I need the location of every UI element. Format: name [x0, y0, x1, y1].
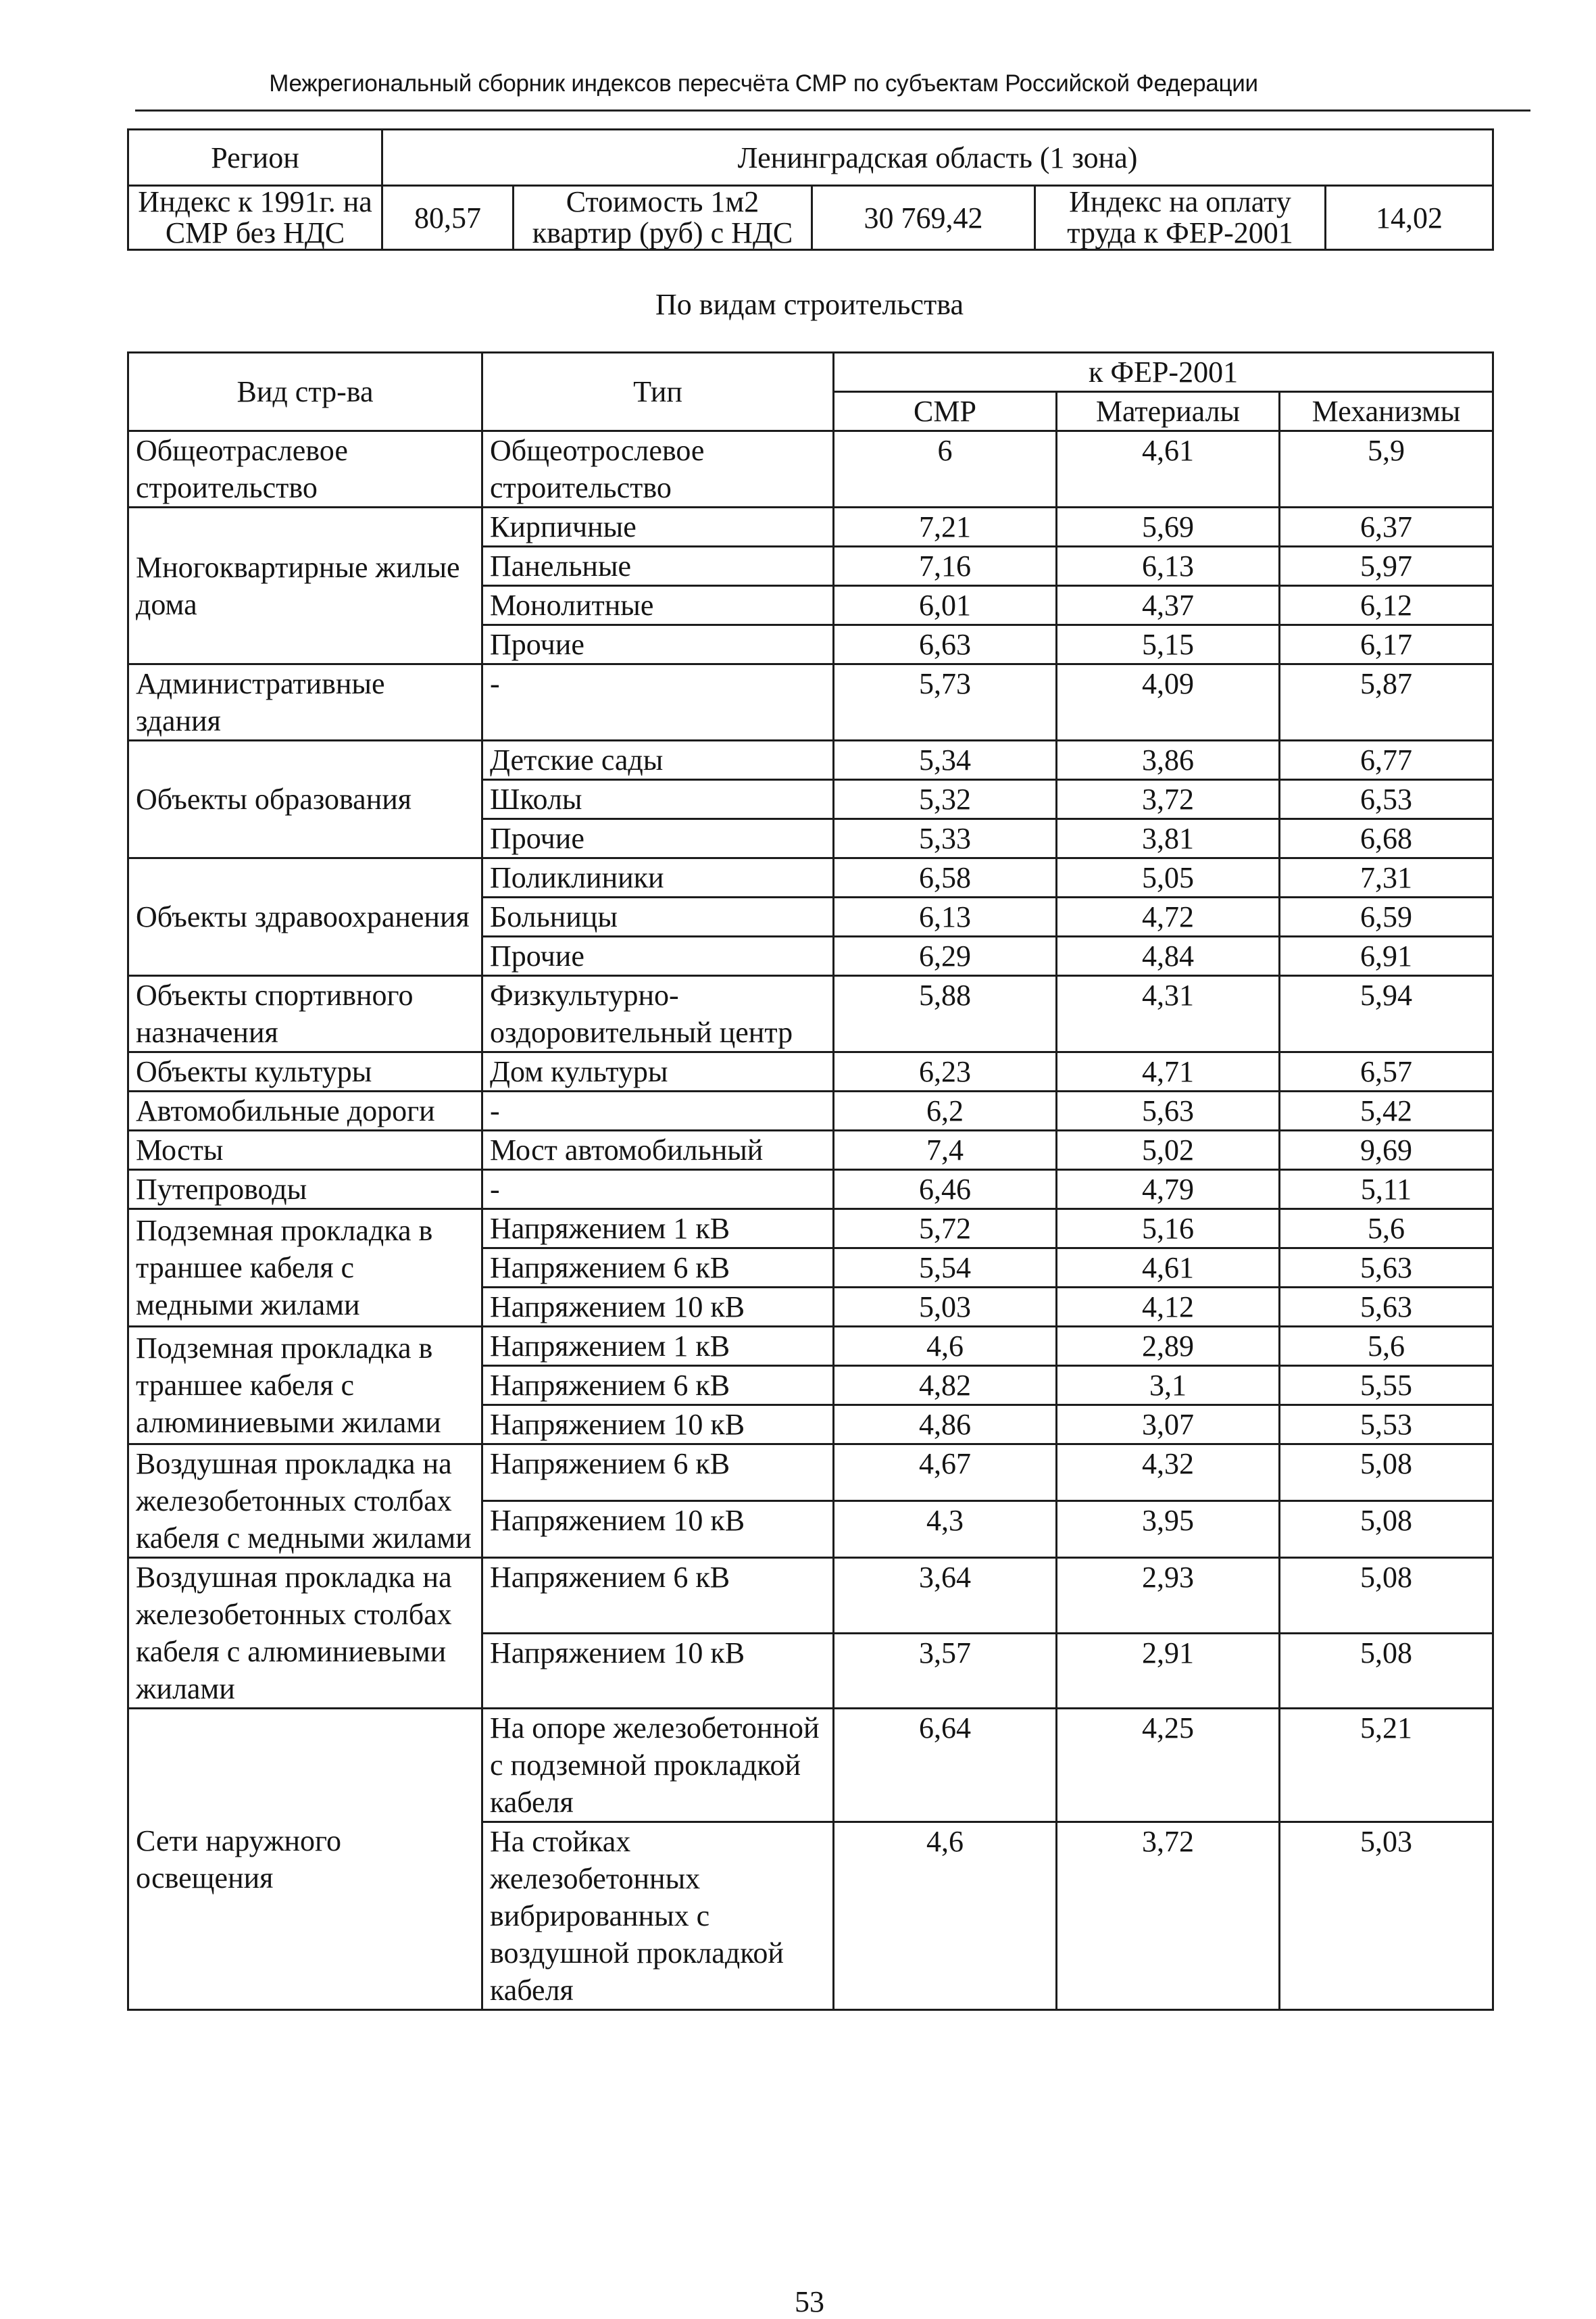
type-cell: Прочие: [482, 819, 834, 858]
materials-cell: 3,72: [1057, 1822, 1280, 2010]
materials-cell: 5,05: [1057, 858, 1280, 898]
materials-cell: 4,32: [1057, 1444, 1280, 1501]
materials-cell: 2,89: [1057, 1327, 1280, 1366]
materials-cell: 4,79: [1057, 1170, 1280, 1209]
mechanisms-cell: 5,53: [1280, 1405, 1493, 1444]
region-table: [127, 128, 1494, 251]
type-cell: Кирпичные: [482, 508, 834, 547]
mechanisms-cell: 5,03: [1280, 1822, 1493, 2010]
type-cell: Напряжением 1 кВ: [482, 1209, 834, 1248]
header-mechanisms: Механизмы: [1280, 392, 1493, 431]
type-cell: Монолитные: [482, 586, 834, 625]
type-cell: Мост автомобильный: [482, 1131, 834, 1170]
materials-cell: 4,12: [1057, 1288, 1280, 1327]
table-row: [128, 1709, 1493, 1822]
mechanisms-cell: 5,63: [1280, 1248, 1493, 1288]
type-cell: На стойках железобетонных вибрированных с воздушной прокладкой кабеля: [482, 1822, 834, 2010]
smr-cell: 5,03: [834, 1288, 1057, 1327]
type-cell: Напряжением 6 кВ: [482, 1558, 834, 1634]
smr-cell: 5,73: [834, 664, 1057, 741]
type-cell: Напряжением 10 кВ: [482, 1405, 834, 1444]
index-label: Индекс к 1991г. на СМР без НДС: [128, 186, 382, 250]
type-cell: Дом культуры: [482, 1052, 834, 1092]
mechanisms-cell: 5,97: [1280, 547, 1493, 586]
cost-label: Стоимость 1м2 квартир (руб) с НДС: [514, 186, 812, 250]
type-cell: Больницы: [482, 898, 834, 937]
materials-cell: 5,02: [1057, 1131, 1280, 1170]
smr-cell: 5,33: [834, 819, 1057, 858]
type-cell: Поликлиники: [482, 858, 834, 898]
table-row: [128, 1209, 1493, 1248]
running-header: Межрегиональный сборник индексов пересчёта СМР по субъектам Российской Федерации: [269, 70, 1258, 97]
header-kind: Вид стр-ва: [128, 353, 482, 431]
smr-cell: 5,34: [834, 741, 1057, 780]
materials-cell: 4,61: [1057, 1248, 1280, 1288]
smr-cell: 6,01: [834, 586, 1057, 625]
smr-cell: 4,6: [834, 1822, 1057, 2010]
mechanisms-cell: 5,08: [1280, 1633, 1493, 1709]
kind-cell: Административные здания: [128, 664, 482, 741]
materials-cell: 4,84: [1057, 937, 1280, 976]
table-row: [128, 741, 1493, 780]
materials-cell: 4,72: [1057, 898, 1280, 937]
kind-cell: Автомобильные дороги: [128, 1092, 482, 1131]
materials-cell: 2,91: [1057, 1633, 1280, 1709]
table-row: [128, 1092, 1493, 1131]
type-cell: Напряжением 10 кВ: [482, 1633, 834, 1709]
region-row: [128, 130, 1493, 186]
materials-cell: 5,69: [1057, 508, 1280, 547]
smr-cell: 4,67: [834, 1444, 1057, 1501]
mechanisms-cell: 6,57: [1280, 1052, 1493, 1092]
mechanisms-cell: 5,6: [1280, 1209, 1493, 1248]
table-row: [128, 976, 1493, 1052]
table-row: [128, 858, 1493, 898]
kind-cell: Объекты здравоохранения: [128, 858, 482, 976]
materials-cell: 4,25: [1057, 1709, 1280, 1822]
materials-cell: 5,15: [1057, 625, 1280, 664]
kind-cell: Объекты культуры: [128, 1052, 482, 1092]
type-cell: Прочие: [482, 625, 834, 664]
mechanisms-cell: 5,42: [1280, 1092, 1493, 1131]
table-row: [128, 1444, 1493, 1501]
smr-cell: 4,86: [834, 1405, 1057, 1444]
mechanisms-cell: 6,91: [1280, 937, 1493, 976]
materials-cell: 5,16: [1057, 1209, 1280, 1248]
labor-label: Индекс на оплату труда к ФЕР-2001: [1035, 186, 1326, 250]
type-cell: Напряжением 6 кВ: [482, 1248, 834, 1288]
smr-cell: 7,4: [834, 1131, 1057, 1170]
kind-cell: Объекты образования: [128, 741, 482, 858]
table-row: [128, 1327, 1493, 1366]
table-row: [128, 431, 1493, 508]
kind-cell: Многоквартирные жилые дома: [128, 508, 482, 664]
mechanisms-cell: 5,08: [1280, 1501, 1493, 1558]
table-row: [128, 508, 1493, 547]
type-cell: Напряжением 10 кВ: [482, 1501, 834, 1558]
cost-value: 30 769,42: [812, 186, 1035, 250]
region-value: Ленинградская область (1 зона): [382, 130, 1493, 186]
type-cell: На опоре железобетонной с подземной прокладкой кабеля: [482, 1709, 834, 1822]
type-cell: -: [482, 1092, 834, 1131]
smr-cell: 6,13: [834, 898, 1057, 937]
kind-cell: Объекты спортивного назначения: [128, 976, 482, 1052]
materials-cell: 4,09: [1057, 664, 1280, 741]
materials-cell: 6,13: [1057, 547, 1280, 586]
materials-cell: 3,95: [1057, 1501, 1280, 1558]
mechanisms-cell: 5,11: [1280, 1170, 1493, 1209]
kind-cell: Подземная прокладка в траншее кабеля с медными жилами: [128, 1209, 482, 1327]
materials-cell: 3,81: [1057, 819, 1280, 858]
section-subtitle: По видам строительства: [655, 288, 964, 321]
mechanisms-cell: 6,37: [1280, 508, 1493, 547]
smr-cell: 6,64: [834, 1709, 1057, 1822]
smr-cell: 5,32: [834, 780, 1057, 819]
kind-cell: Воздушная прокладка на железобетонных столбах кабеля с алюминиевыми жилами: [128, 1558, 482, 1709]
smr-cell: 5,54: [834, 1248, 1057, 1288]
table-row: [128, 1170, 1493, 1209]
table-row: [128, 1131, 1493, 1170]
smr-cell: 3,57: [834, 1633, 1057, 1709]
mechanisms-cell: 6,59: [1280, 898, 1493, 937]
type-cell: Физкультурно-оздоровительный центр: [482, 976, 834, 1052]
header-type: Тип: [482, 353, 834, 431]
labor-value: 14,02: [1326, 186, 1493, 250]
kind-cell: Сети наружного освещения: [128, 1709, 482, 2010]
mechanisms-cell: 6,12: [1280, 586, 1493, 625]
smr-cell: 6: [834, 431, 1057, 508]
materials-cell: 3,86: [1057, 741, 1280, 780]
materials-cell: 2,93: [1057, 1558, 1280, 1634]
materials-cell: 4,71: [1057, 1052, 1280, 1092]
mechanisms-cell: 5,94: [1280, 976, 1493, 1052]
indices-table-body: [128, 353, 1493, 2010]
type-cell: Общеотрослевое строительство: [482, 431, 834, 508]
smr-cell: 6,29: [834, 937, 1057, 976]
smr-cell: 5,88: [834, 976, 1057, 1052]
type-cell: Напряжением 6 кВ: [482, 1366, 834, 1405]
table-row: [128, 664, 1493, 741]
index-value: 80,57: [382, 186, 514, 250]
smr-cell: 6,46: [834, 1170, 1057, 1209]
index-row: [128, 186, 1493, 250]
smr-cell: 6,23: [834, 1052, 1057, 1092]
header-materials: Материалы: [1057, 392, 1280, 431]
mechanisms-cell: 6,77: [1280, 741, 1493, 780]
table-row: [128, 1558, 1493, 1634]
type-cell: Напряжением 1 кВ: [482, 1327, 834, 1366]
mechanisms-cell: 5,55: [1280, 1366, 1493, 1405]
smr-cell: 7,21: [834, 508, 1057, 547]
type-cell: Прочие: [482, 937, 834, 976]
type-cell: -: [482, 1170, 834, 1209]
mechanisms-cell: 5,63: [1280, 1288, 1493, 1327]
header-rule: [135, 109, 1530, 112]
smr-cell: 4,3: [834, 1501, 1057, 1558]
smr-cell: 7,16: [834, 547, 1057, 586]
smr-cell: 6,2: [834, 1092, 1057, 1131]
materials-cell: 3,07: [1057, 1405, 1280, 1444]
indices-table: [127, 351, 1494, 2011]
mechanisms-cell: 5,9: [1280, 431, 1493, 508]
kind-cell: Общеотраслевое строительство: [128, 431, 482, 508]
type-cell: Школы: [482, 780, 834, 819]
materials-cell: 3,1: [1057, 1366, 1280, 1405]
mechanisms-cell: 9,69: [1280, 1131, 1493, 1170]
type-cell: Напряжением 10 кВ: [482, 1288, 834, 1327]
mechanisms-cell: 5,87: [1280, 664, 1493, 741]
materials-cell: 5,63: [1057, 1092, 1280, 1131]
smr-cell: 6,63: [834, 625, 1057, 664]
mechanisms-cell: 5,08: [1280, 1558, 1493, 1634]
mechanisms-cell: 6,53: [1280, 780, 1493, 819]
smr-cell: 5,72: [834, 1209, 1057, 1248]
mechanisms-cell: 5,6: [1280, 1327, 1493, 1366]
kind-cell: Подземная прокладка в траншее кабеля с алюминиевыми жилами: [128, 1327, 482, 1444]
header-smr: СМР: [834, 392, 1057, 431]
materials-cell: 4,37: [1057, 586, 1280, 625]
table-row: [128, 1052, 1493, 1092]
materials-cell: 3,72: [1057, 780, 1280, 819]
smr-cell: 6,58: [834, 858, 1057, 898]
mechanisms-cell: 6,17: [1280, 625, 1493, 664]
header-group: к ФЕР-2001: [834, 353, 1493, 392]
region-label: Регион: [128, 130, 382, 186]
type-cell: Панельные: [482, 547, 834, 586]
kind-cell: Воздушная прокладка на железобетонных столбах кабеля с медными жилами: [128, 1444, 482, 1558]
smr-cell: 4,6: [834, 1327, 1057, 1366]
smr-cell: 3,64: [834, 1558, 1057, 1634]
page-number: 53: [795, 2285, 824, 2318]
materials-cell: 4,61: [1057, 431, 1280, 508]
kind-cell: Путепроводы: [128, 1170, 482, 1209]
mechanisms-cell: 5,21: [1280, 1709, 1493, 1822]
type-cell: -: [482, 664, 834, 741]
materials-cell: 4,31: [1057, 976, 1280, 1052]
mechanisms-cell: 6,68: [1280, 819, 1493, 858]
kind-cell: Мосты: [128, 1131, 482, 1170]
type-cell: Напряжением 6 кВ: [482, 1444, 834, 1501]
smr-cell: 4,82: [834, 1366, 1057, 1405]
header-row-1: [128, 353, 1493, 392]
mechanisms-cell: 7,31: [1280, 858, 1493, 898]
mechanisms-cell: 5,08: [1280, 1444, 1493, 1501]
type-cell: Детские сады: [482, 741, 834, 780]
